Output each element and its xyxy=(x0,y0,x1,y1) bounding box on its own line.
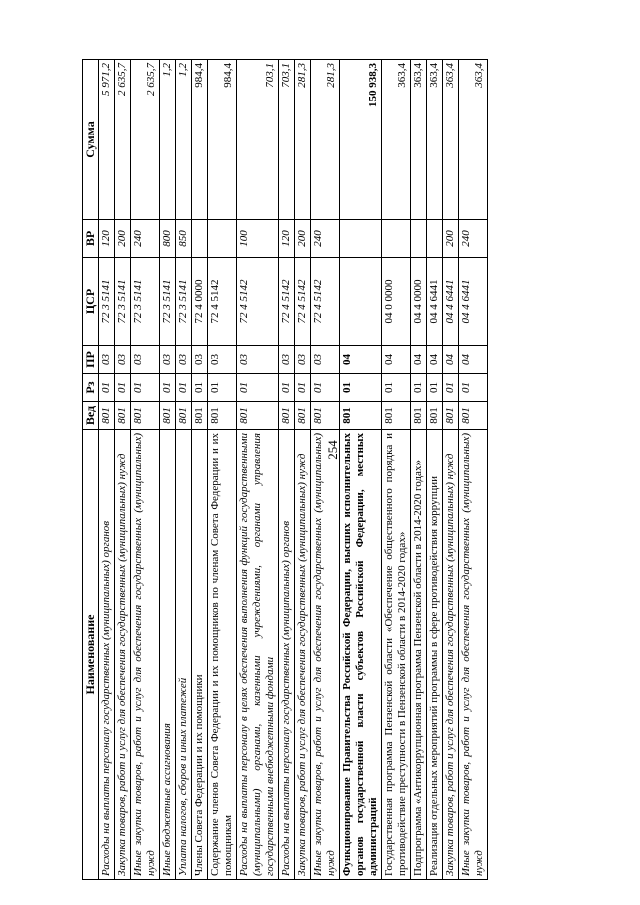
cell-vr: 200 xyxy=(295,220,311,258)
cell-pr: 04 xyxy=(427,346,443,374)
cell-rz: 01 xyxy=(115,374,131,402)
cell-pr: 03 xyxy=(176,346,192,374)
cell-csr: 04 4 6441 xyxy=(459,258,488,346)
table-row xyxy=(99,60,115,880)
cell-name: Реализация отдельных мероприятий программы в сфере противодействия коррупции xyxy=(427,430,443,880)
table-row xyxy=(208,60,237,880)
cell-rz: 01 xyxy=(237,374,279,402)
cell-sum: 2 635,7 xyxy=(131,60,160,220)
cell-ved: 801 xyxy=(427,402,443,430)
budget-table xyxy=(82,59,488,880)
cell-vr: 120 xyxy=(279,220,295,258)
header-rz: Рз xyxy=(83,374,99,402)
cell-rz: 01 xyxy=(192,374,208,402)
table-row xyxy=(411,60,427,880)
cell-pr: 03 xyxy=(99,346,115,374)
cell-csr: 72 3 5141 xyxy=(131,258,160,346)
cell-pr: 03 xyxy=(311,346,340,374)
table-row xyxy=(459,60,488,880)
cell-ved: 801 xyxy=(115,402,131,430)
cell-sum: 703,1 xyxy=(279,60,295,220)
header-sum: Сумма xyxy=(83,60,99,220)
cell-csr: 72 3 5141 xyxy=(160,258,176,346)
table-row xyxy=(427,60,443,880)
cell-vr: 240 xyxy=(131,220,160,258)
cell-name: Функционирование Правительства Российской Федерации, высших исполнительных органов государственной власти субъектов Российской Федерации, местных администраций xyxy=(340,430,382,880)
cell-csr: 04 4 6441 xyxy=(427,258,443,346)
table-row xyxy=(176,60,192,880)
cell-csr: 72 3 5141 xyxy=(176,258,192,346)
cell-vr: 100 xyxy=(237,220,279,258)
table-row xyxy=(311,60,340,880)
cell-name: Содержание членов Совета Федерации и их помощников по членам Совета Федерации и их помощникам xyxy=(208,430,237,880)
cell-ved: 801 xyxy=(208,402,237,430)
table-row xyxy=(192,60,208,880)
cell-ved: 801 xyxy=(237,402,279,430)
cell-ved: 801 xyxy=(160,402,176,430)
cell-name: Расходы на выплаты персоналу государственных (муниципальных) органов xyxy=(99,430,115,880)
cell-csr: 04 0 0000 xyxy=(382,258,411,346)
cell-pr: 03 xyxy=(279,346,295,374)
cell-pr: 04 xyxy=(382,346,411,374)
cell-sum: 363,4 xyxy=(459,60,488,220)
cell-rz: 01 xyxy=(382,374,411,402)
cell-vr: 240 xyxy=(311,220,340,258)
cell-rz: 01 xyxy=(208,374,237,402)
cell-vr xyxy=(427,220,443,258)
cell-sum: 363,4 xyxy=(443,60,459,220)
cell-vr: 120 xyxy=(99,220,115,258)
cell-sum: 984,4 xyxy=(192,60,208,220)
cell-csr: 04 4 6441 xyxy=(443,258,459,346)
cell-csr: 72 4 5142 xyxy=(208,258,237,346)
cell-ved: 801 xyxy=(411,402,427,430)
cell-name: Подпрограмма «Антикоррупционная программа Пензенской области в 2014-2020 годах» xyxy=(411,430,427,880)
cell-rz: 01 xyxy=(340,374,382,402)
cell-name: Уплата налогов, сборов и иных платежей xyxy=(176,430,192,880)
cell-sum: 281,3 xyxy=(295,60,311,220)
table-row xyxy=(340,60,382,880)
table-header xyxy=(83,60,99,880)
cell-rz: 01 xyxy=(311,374,340,402)
header-vr: ВР xyxy=(83,220,99,258)
table-row xyxy=(160,60,176,880)
cell-name: Расходы на выплаты персоналу государственных (муниципальных) органов xyxy=(279,430,295,880)
cell-name: Иные бюджетные ассигнования xyxy=(160,430,176,880)
cell-ved: 801 xyxy=(176,402,192,430)
cell-pr: 04 xyxy=(411,346,427,374)
cell-pr: 03 xyxy=(131,346,160,374)
cell-pr: 03 xyxy=(208,346,237,374)
table-row xyxy=(295,60,311,880)
cell-pr: 03 xyxy=(115,346,131,374)
header-csr: ЦСР xyxy=(83,258,99,346)
cell-rz: 01 xyxy=(459,374,488,402)
cell-pr: 03 xyxy=(295,346,311,374)
cell-csr: 72 4 0000 xyxy=(192,258,208,346)
cell-name: Иные закупки товаров, работ и услуг для обеспечения государственных (муниципальных) нужд xyxy=(131,430,160,880)
table-row xyxy=(443,60,459,880)
cell-sum: 150 938,3 xyxy=(340,60,382,220)
cell-rz: 01 xyxy=(279,374,295,402)
cell-vr: 200 xyxy=(115,220,131,258)
cell-sum: 2 635,7 xyxy=(115,60,131,220)
cell-sum: 703,1 xyxy=(237,60,279,220)
cell-name: Иные закупки товаров, работ и услуг для обеспечения государственных (муниципальных) нужд xyxy=(459,430,488,880)
cell-pr: 03 xyxy=(237,346,279,374)
cell-ved: 801 xyxy=(443,402,459,430)
table-row xyxy=(237,60,279,880)
cell-ved: 801 xyxy=(99,402,115,430)
cell-name: Иные закупки товаров, работ и услуг для обеспечения государственных (муниципальных) нужд xyxy=(311,430,340,880)
cell-csr: 72 4 5142 xyxy=(295,258,311,346)
cell-name: Государственная программа Пензенской области «Обеспечение общественного порядка и противодействие преступности в Пензенской области в 2014-2020 годах» xyxy=(382,430,411,880)
cell-sum: 1,2 xyxy=(160,60,176,220)
cell-rz: 01 xyxy=(411,374,427,402)
header-pr: ПР xyxy=(83,346,99,374)
table-row xyxy=(115,60,131,880)
cell-sum: 5 971,2 xyxy=(99,60,115,220)
cell-name: Расходы на выплаты персоналу в целях обеспечения выполнения функций государственными (муниципальными) органами, казенными учреждениями, органами управления государственными внебюджетными фондами xyxy=(237,430,279,880)
cell-pr: 04 xyxy=(459,346,488,374)
header-row xyxy=(83,60,99,880)
cell-csr: 72 3 5141 xyxy=(115,258,131,346)
cell-sum: 363,4 xyxy=(382,60,411,220)
cell-pr: 03 xyxy=(192,346,208,374)
cell-rz: 01 xyxy=(427,374,443,402)
cell-name: Закупка товаров, работ и услуг для обеспечения государственных (муниципальных) нужд xyxy=(295,430,311,880)
cell-csr xyxy=(340,258,382,346)
cell-sum: 1,2 xyxy=(176,60,192,220)
page-number: 254 xyxy=(325,440,340,460)
cell-sum: 281,3 xyxy=(311,60,340,220)
cell-ved: 801 xyxy=(279,402,295,430)
cell-ved: 801 xyxy=(192,402,208,430)
cell-ved: 801 xyxy=(295,402,311,430)
cell-vr xyxy=(382,220,411,258)
cell-vr xyxy=(192,220,208,258)
cell-ved: 801 xyxy=(311,402,340,430)
cell-vr: 200 xyxy=(443,220,459,258)
cell-rz: 01 xyxy=(295,374,311,402)
cell-ved: 801 xyxy=(459,402,488,430)
table-body xyxy=(99,60,488,880)
cell-pr: 03 xyxy=(160,346,176,374)
cell-csr: 72 3 5141 xyxy=(99,258,115,346)
cell-sum: 363,4 xyxy=(411,60,427,220)
cell-vr xyxy=(411,220,427,258)
table-row xyxy=(279,60,295,880)
cell-ved: 801 xyxy=(382,402,411,430)
cell-name: Закупка товаров, работ и услуг для обеспечения государственных (муниципальных) нужд xyxy=(443,430,459,880)
cell-vr: 240 xyxy=(459,220,488,258)
cell-rz: 01 xyxy=(131,374,160,402)
cell-csr: 04 4 0000 xyxy=(411,258,427,346)
cell-sum: 984,4 xyxy=(208,60,237,220)
cell-rz: 01 xyxy=(99,374,115,402)
cell-sum: 363,4 xyxy=(427,60,443,220)
cell-ved: 801 xyxy=(340,402,382,430)
cell-ved: 801 xyxy=(131,402,160,430)
cell-rz: 01 xyxy=(443,374,459,402)
rotated-page-content xyxy=(82,60,560,880)
header-ved: Вед xyxy=(83,402,99,430)
header-name: Наименование xyxy=(83,430,99,880)
cell-name: Закупка товаров, работ и услуг для обеспечения государственных (муниципальных) нужд xyxy=(115,430,131,880)
table-row xyxy=(382,60,411,880)
cell-vr xyxy=(340,220,382,258)
cell-rz: 01 xyxy=(160,374,176,402)
cell-csr: 72 4 5142 xyxy=(279,258,295,346)
table-row xyxy=(131,60,160,880)
cell-pr: 04 xyxy=(443,346,459,374)
cell-vr xyxy=(208,220,237,258)
cell-csr: 72 4 5142 xyxy=(311,258,340,346)
cell-csr: 72 4 5142 xyxy=(237,258,279,346)
cell-name: Члены Совета Федерации и их помощники xyxy=(192,430,208,880)
cell-vr: 850 xyxy=(176,220,192,258)
cell-vr: 800 xyxy=(160,220,176,258)
cell-pr: 04 xyxy=(340,346,382,374)
cell-rz: 01 xyxy=(176,374,192,402)
